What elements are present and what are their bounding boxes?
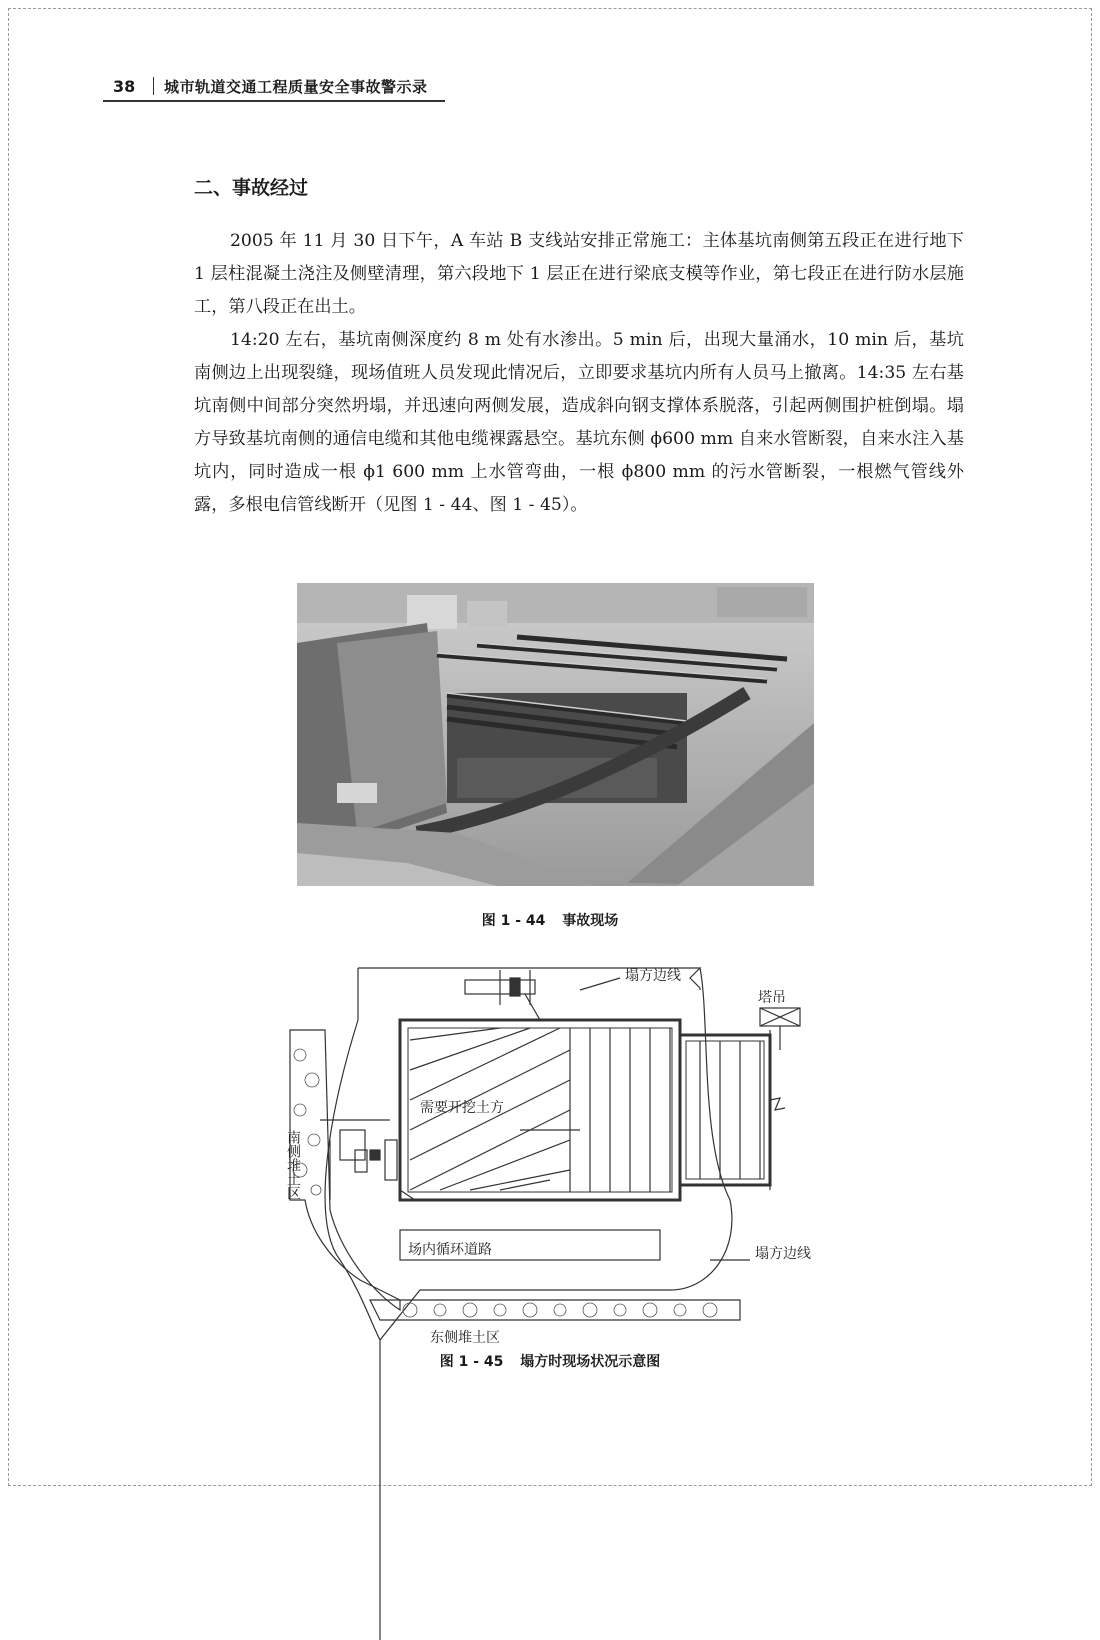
label-collapse-line-right: 塌方边线 <box>755 1246 811 1262</box>
accident-site-photo <box>297 583 814 886</box>
label-east-pile: 东侧堆土区 <box>430 1330 500 1346</box>
figure-1-44-number: 图 1 - 44 <box>481 913 546 929</box>
collapse-site-diagram <box>270 960 840 1640</box>
header-divider <box>153 77 154 95</box>
section-heading: 二、事故经过 <box>194 177 309 199</box>
label-collapse-line-top: 塌方边线 <box>625 968 681 984</box>
figure-1-44-caption <box>0 910 1100 930</box>
book-title: 城市轨道交通工程质量安全事故警示录 <box>164 77 428 96</box>
paragraph-1: 2005 年 11 月 30 日下午，A 车站 B 支线站安排正常施工：主体基坑南侧第五段正在进行地下 1 层柱混凝土浇注及侧壁清理，第六段地下 1 层正在进行梁底支模等作业，第七段正在进行防水层施工，第八段正在出土。 <box>194 231 964 317</box>
label-road: 场内循环道路 <box>408 1242 492 1258</box>
label-tower-crane: 塔吊 <box>758 990 786 1006</box>
label-south-pile: 南侧堆土区 <box>285 1130 301 1200</box>
figure-1-45-number: 图 1 - 45 <box>439 1354 504 1370</box>
figure-1-45-caption <box>0 1351 1100 1371</box>
figure-1-44-title: 事故现场 <box>562 913 619 929</box>
page-number: 38 <box>113 76 136 96</box>
body-text <box>194 225 964 522</box>
paragraph-2: 14:20 左右，基坑南侧深度约 8 m 处有水渗出。5 min 后，出现大量涌水，10 min 后，基坑南侧边上出现裂缝，现场值班人员发现此情况后，立即要求基坑内所有人员马上撤离。14:35 左右基坑南侧中间部分突然坍塌，并迅速向两侧发展，造成斜向钢支撑体系脱落，引起两侧围护桩倒塌。塌方导致基坑南侧的通信电缆和其他电缆裸露悬空。基坑东侧 ϕ600 mm 自来水管断裂，自来水注入基坑内，同时造成一根 ϕ1 600 mm 上水管弯曲，一根 ϕ800 mm 的污水管断裂，一根燃气管线外露，多根电信管线断开（见图 1 - 44、图 1 - 45）。 <box>194 330 964 515</box>
figure-1-45-title: 塌方时现场状况示意图 <box>520 1354 661 1370</box>
running-header <box>103 72 445 102</box>
label-excavate: 需要开挖土方 <box>420 1100 504 1116</box>
